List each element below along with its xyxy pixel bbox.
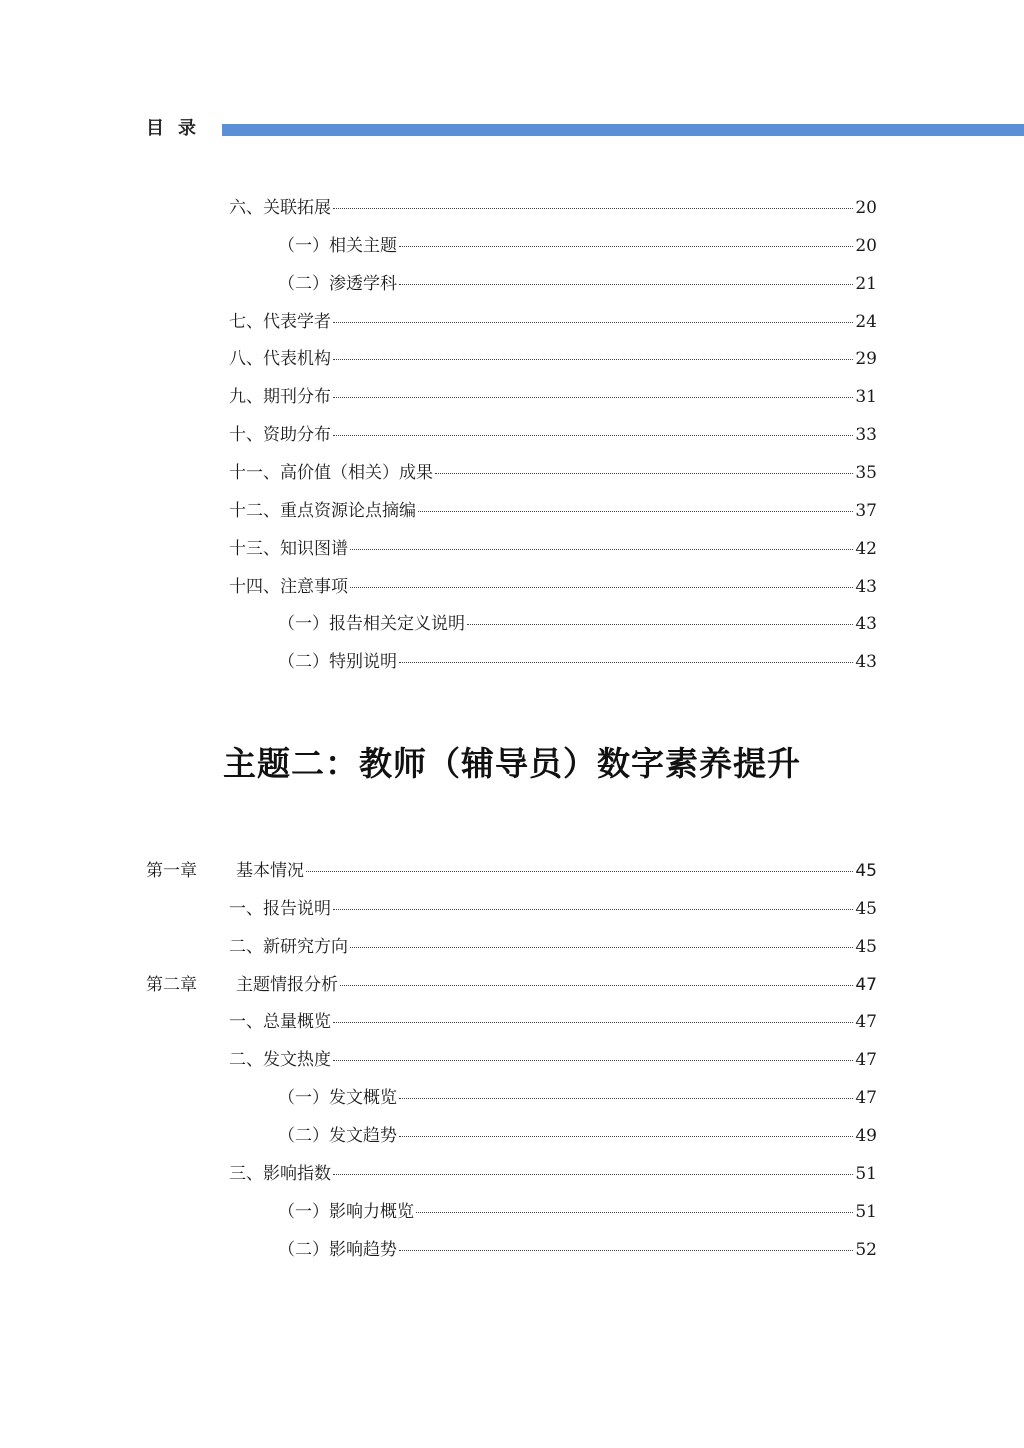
toc-entry[interactable] [229,894,877,924]
dot-leader [435,473,853,474]
header-bar [222,124,1024,136]
toc-entry[interactable] [229,420,877,450]
dot-leader [418,511,853,512]
toc-entry[interactable] [278,609,877,639]
dot-leader [350,587,853,588]
dot-leader [306,871,853,872]
toc-page-number: 24 [855,311,877,332]
toc-entry-title: 十、资助分布 [229,425,331,446]
toc-entry[interactable] [278,1083,877,1113]
toc-page-number: 49 [855,1125,877,1146]
dot-leader [333,1060,853,1061]
dot-leader [333,435,853,436]
toc-entry[interactable] [229,458,877,488]
toc-page-number: 29 [855,349,877,370]
toc-entry-title: 八、代表机构 [229,349,331,370]
toc-entry-title: 十一、高价值（相关）成果 [229,462,433,483]
dot-leader [333,1022,853,1023]
dot-leader [399,1136,853,1137]
toc-page-number: 51 [855,1163,877,1184]
toc-entry-title: 九、期刊分布 [229,387,331,408]
toc-page-number: 51 [855,1201,877,1222]
dot-leader [333,1174,853,1175]
toc-page-number: 31 [855,387,877,408]
toc-entry[interactable] [229,1159,877,1189]
dot-leader [399,1250,853,1251]
dot-leader [416,1212,853,1213]
dot-leader [333,322,853,323]
toc-chapter-number: 第二章 [146,974,197,995]
toc-page-number: 45 [855,861,877,881]
dot-leader [340,985,853,986]
toc-entry-title: 十四、注意事项 [229,576,348,597]
toc-page-number: 45 [855,898,877,919]
toc-entry[interactable] [278,269,877,299]
toc-page-number: 21 [855,273,877,294]
toc-chapter-heading [146,856,304,886]
header-label: 目录 [146,118,210,139]
toc-entry[interactable] [229,344,877,374]
toc-entry[interactable] [229,534,877,564]
toc-entry-title: （二）渗透学科 [278,273,397,294]
toc-entry[interactable] [278,1235,877,1265]
dot-leader [333,909,853,910]
toc-entry-title: （二）发文趋势 [278,1125,397,1146]
toc-page-number: 43 [855,576,877,597]
toc-entry-title: 二、新研究方向 [229,936,348,957]
toc-entry-title: （一）影响力概览 [278,1201,414,1222]
toc-entry-title: 二、发文热度 [229,1050,331,1071]
toc-page-number: 20 [855,198,877,218]
toc-page-number: 43 [855,614,877,635]
toc-page-number: 47 [855,1088,877,1109]
toc-entry[interactable] [229,572,877,602]
toc-entry[interactable] [229,307,877,337]
toc-entry-title: 十二、重点资源论点摘编 [229,500,416,521]
toc-chapter-entry[interactable] [146,970,877,1000]
toc-entry-title: （二）影响趋势 [278,1239,397,1260]
toc-entry-title: （一）相关主题 [278,235,397,256]
toc-entry[interactable] [229,382,877,412]
toc-entry[interactable] [278,1121,877,1151]
toc-page-number: 37 [855,500,877,521]
toc-page-number: 20 [855,235,877,256]
toc-entry[interactable] [278,1197,877,1227]
toc-entry-title: （一）报告相关定义说明 [278,614,465,635]
dot-leader [467,624,853,625]
page-header [146,117,1024,141]
dot-leader [350,549,853,550]
toc-page-number: 52 [855,1239,877,1260]
dot-leader [333,208,853,209]
dot-leader [350,947,853,948]
toc-entry-title: 基本情况 [236,861,304,881]
dot-leader [399,662,853,663]
dot-leader [399,1098,853,1099]
dot-leader [333,359,853,360]
dot-leader [399,246,853,247]
toc-entry[interactable] [229,1045,877,1075]
toc-entry-title: 一、报告说明 [229,898,331,919]
toc-entry-title: 七、代表学者 [229,311,331,332]
toc-page-number: 47 [855,1012,877,1033]
toc-entry-title: 六、关联拓展 [229,198,331,218]
toc-entry-title: （二）特别说明 [278,652,397,673]
dot-leader [333,397,853,398]
dot-leader [399,284,853,285]
theme-title: 主题二：教师（辅导员）数字素养提升 [223,744,801,783]
toc-page-number: 45 [855,936,877,957]
toc-chapter-entry[interactable] [146,856,877,886]
toc-entry[interactable] [229,932,877,962]
toc-page-number: 33 [855,425,877,446]
toc-entry-title: 一、总量概览 [229,1012,331,1033]
toc-chapter-heading [146,970,338,1000]
toc-chapter-number: 第一章 [146,861,197,881]
toc-page-number: 43 [855,652,877,673]
toc-entry[interactable] [229,1007,877,1037]
toc-entry[interactable] [229,496,877,526]
toc-page-number: 47 [855,974,877,995]
toc-entry[interactable] [278,231,877,261]
toc-entry-title: 主题情报分析 [236,974,338,995]
toc-entry-title: 十三、知识图谱 [229,538,348,559]
toc-page-number: 35 [855,462,877,483]
toc-entry[interactable] [229,193,877,223]
toc-entry-title: （一）发文概览 [278,1088,397,1109]
toc-entry[interactable] [278,647,877,677]
toc-page-number: 47 [855,1050,877,1071]
toc-entry-title: 三、影响指数 [229,1163,331,1184]
toc-page-number: 42 [855,538,877,559]
